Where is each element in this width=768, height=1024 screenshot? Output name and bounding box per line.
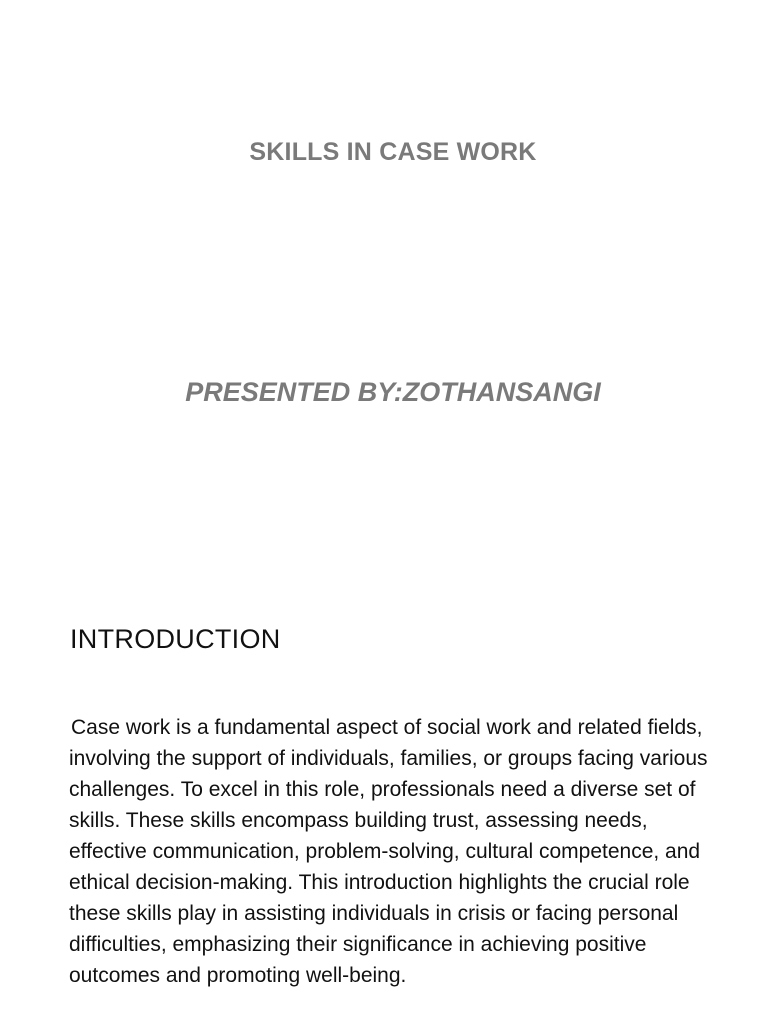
presenter-line: PRESENTED BY:ZOTHANSANGI	[185, 377, 601, 407]
introduction-paragraph: Case work is a fundamental aspect of social work and related fields, involving the support of individuals, families, or groups facing various challenges. To excel in this role, professionals need a diverse set of skills. These skills encompass building trust, assessing needs, effective communication, problem-solving, cultural competence, and ethical decision-making. This introduction highlights the crucial role these skills play in assisting individuals in crisis or facing personal difficulties, emphasizing their significance in achieving positive outcomes and promoting well-being.	[69, 716, 708, 987]
slide-title: SKILLS IN CASE WORK	[249, 138, 537, 166]
section-heading-introduction: INTRODUCTION	[70, 624, 281, 654]
